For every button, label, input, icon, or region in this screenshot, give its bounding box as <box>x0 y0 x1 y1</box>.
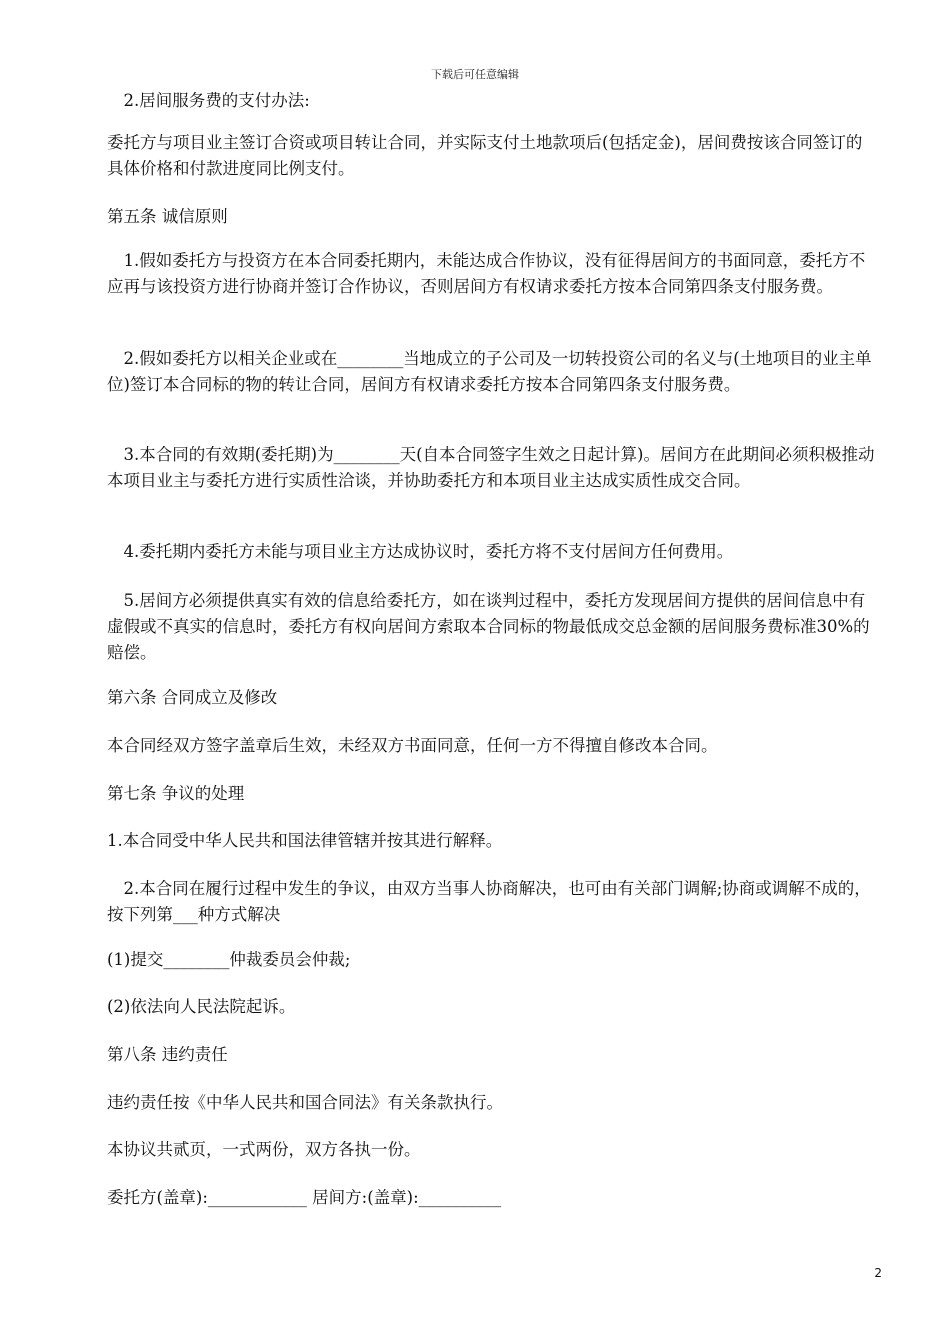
copies-statement: 本协议共贰页，一式两份，双方各执一份。 <box>107 1140 421 1159</box>
paragraph-fee-payment-heading: 2.居间服务费的支付办法: <box>123 91 310 110</box>
article-5-clause-5: 5.居间方必须提供真实有效的信息给委托方，如在谈判过程中，委托方发现居间方提供的居间信息中有虚假或不真实的信息时，委托方有权向居间方索取本合同标的物最低成交总金额的居间服务费标准30%的赔偿。 <box>107 591 870 662</box>
article-7-clause-2: 2.本合同在履行过程中发生的争议，由双方当事人协商解决，也可由有关部门调解;协商或调解不成的，按下列第___种方式解决 <box>107 879 871 924</box>
article-6-heading: 第六条 合同成立及修改 <box>107 688 278 707</box>
article-8-heading: 第八条 违约责任 <box>107 1045 228 1064</box>
dispute-option-2: (2)依法向人民法院起诉。 <box>107 997 296 1016</box>
page-number: 2 <box>874 1266 882 1280</box>
article-5-heading: 第五条 诚信原则 <box>107 207 228 226</box>
article-5-clause-4: 4.委托期内委托方未能与项目业主方达成协议时，委托方将不支付居间方任何费用。 <box>123 542 734 561</box>
article-5-clause-1: 1.假如委托方与投资方在本合同委托期内，未能达成合作协议，没有征得居间方的书面同意，委托方不应再与该投资方进行协商并签订合作协议，否则居间方有权请求委托方按本合同第四条支付服务费。 <box>107 251 866 296</box>
article-5-clause-2: 2.假如委托方以相关企业或在________当地成立的子公司及一切转投资公司的名义与(土地项目的业主单位)签订本合同标的物的转让合同，居间方有权请求委托方按本合同第四条支付服务费。 <box>107 349 872 394</box>
paragraph-fee-payment-terms: 委托方与项目业主签订合资或项目转让合同，并实际支付土地款项后(包括定金)，居间费按该合同签订的具体价格和付款进度同比例支付。 <box>107 133 863 178</box>
dispute-option-1: (1)提交________仲裁委员会仲裁; <box>107 950 351 969</box>
signature-line: 委托方(盖章):____________ 居间方:(盖章):__________ <box>107 1188 502 1207</box>
article-7-heading: 第七条 争议的处理 <box>107 784 245 803</box>
article-8-text: 违约责任按《中华人民共和国合同法》有关条款执行。 <box>107 1093 503 1112</box>
page-header: 下载后可任意编辑 <box>431 68 519 81</box>
article-6-text: 本合同经双方签字盖章后生效，未经双方书面同意，任何一方不得擅自修改本合同。 <box>107 736 718 755</box>
article-7-clause-1: 1.本合同受中华人民共和国法律管辖并按其进行解释。 <box>107 831 503 850</box>
article-5-clause-3: 3.本合同的有效期(委托期)为________天(自本合同签字生效之日起计算)。居间方在此期间必须积极推动本项目业主与委托方进行实质性洽谈，并协助委托方和本项目业主达成实质性成交合同。 <box>107 445 875 490</box>
